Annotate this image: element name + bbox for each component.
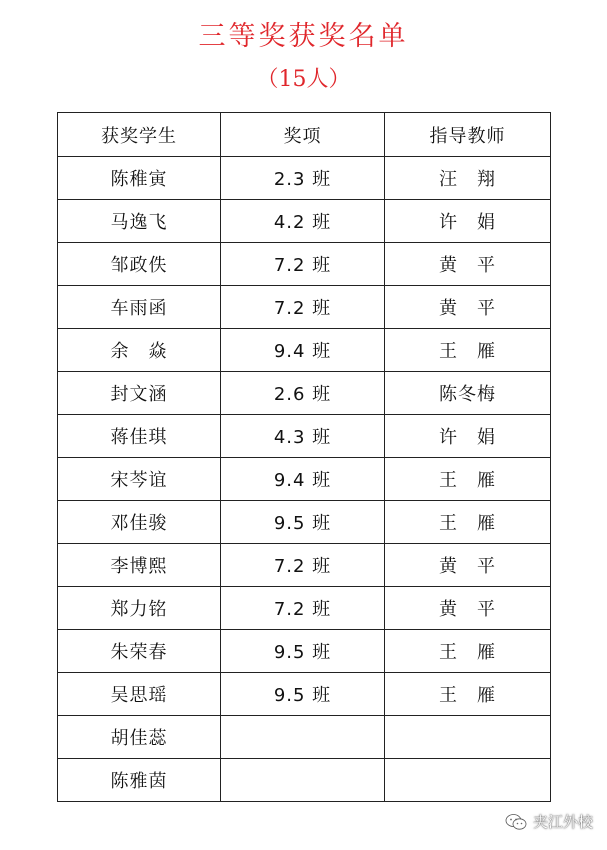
teacher-name: 王 雁	[385, 673, 551, 716]
table-row	[58, 759, 551, 802]
award-class: 7.2 班	[221, 243, 385, 286]
teacher-name: 许 娟	[385, 200, 551, 243]
award-class: 9.5 班	[221, 630, 385, 673]
page-subtitle: （15人）	[256, 67, 351, 92]
student-name: 宋芩谊	[58, 458, 221, 501]
award-class: 7.2 班	[221, 587, 385, 630]
table-row	[58, 458, 551, 501]
table-row	[58, 716, 551, 759]
table-row	[58, 157, 551, 200]
student-name: 余 焱	[58, 329, 221, 372]
teacher-name: 许 娟	[385, 415, 551, 458]
table-row	[58, 286, 551, 329]
student-name: 邹政佚	[58, 243, 221, 286]
teacher-name: 黄 平	[385, 544, 551, 587]
table-header-row	[58, 113, 551, 157]
award-class: 2.3 班	[221, 157, 385, 200]
award-class: 7.2 班	[221, 544, 385, 587]
student-name: 吴思瑶	[58, 673, 221, 716]
award-class: 7.2 班	[221, 286, 385, 329]
student-name: 蒋佳琪	[58, 415, 221, 458]
source-watermark	[505, 811, 593, 832]
table-row	[58, 544, 551, 587]
teacher-name: 王 雁	[385, 501, 551, 544]
student-name: 封文涵	[58, 372, 221, 415]
wechat-chat-icon	[505, 813, 527, 831]
student-name: 陈稚寅	[58, 157, 221, 200]
teacher-name: 王 雁	[385, 329, 551, 372]
award-table	[57, 112, 551, 802]
table-row	[58, 372, 551, 415]
student-name: 车雨函	[58, 286, 221, 329]
student-name: 马逸飞	[58, 200, 221, 243]
teacher-name: 陈冬梅	[385, 372, 551, 415]
teacher-name	[385, 716, 551, 759]
student-name: 陈雅茵	[58, 759, 221, 802]
header-teacher: 指导教师	[385, 113, 551, 157]
teacher-name: 王 雁	[385, 458, 551, 501]
student-name: 朱荣春	[58, 630, 221, 673]
award-class	[221, 716, 385, 759]
award-class	[221, 759, 385, 802]
header-student: 获奖学生	[58, 113, 221, 157]
table-row	[58, 673, 551, 716]
table-row	[58, 200, 551, 243]
teacher-name: 黄 平	[385, 587, 551, 630]
award-class: 4.2 班	[221, 200, 385, 243]
teacher-name: 汪 翔	[385, 157, 551, 200]
student-name: 李博熙	[58, 544, 221, 587]
table-row	[58, 329, 551, 372]
award-class: 4.3 班	[221, 415, 385, 458]
header-award: 奖项	[221, 113, 385, 157]
student-name: 邓佳骏	[58, 501, 221, 544]
award-class: 9.4 班	[221, 458, 385, 501]
student-name: 胡佳蕊	[58, 716, 221, 759]
watermark-text: 夹江外校	[532, 813, 593, 831]
table-row	[58, 243, 551, 286]
teacher-name: 黄 平	[385, 243, 551, 286]
student-name: 郑力铭	[58, 587, 221, 630]
award-class: 9.5 班	[221, 501, 385, 544]
award-class: 2.6 班	[221, 372, 385, 415]
table-row	[58, 501, 551, 544]
teacher-name: 黄 平	[385, 286, 551, 329]
award-class: 9.4 班	[221, 329, 385, 372]
teacher-name: 王 雁	[385, 630, 551, 673]
award-class: 9.5 班	[221, 673, 385, 716]
table-row	[58, 630, 551, 673]
page-title: 三等奖获奖名单	[198, 21, 409, 52]
table-row	[58, 415, 551, 458]
table-row	[58, 587, 551, 630]
teacher-name	[385, 759, 551, 802]
